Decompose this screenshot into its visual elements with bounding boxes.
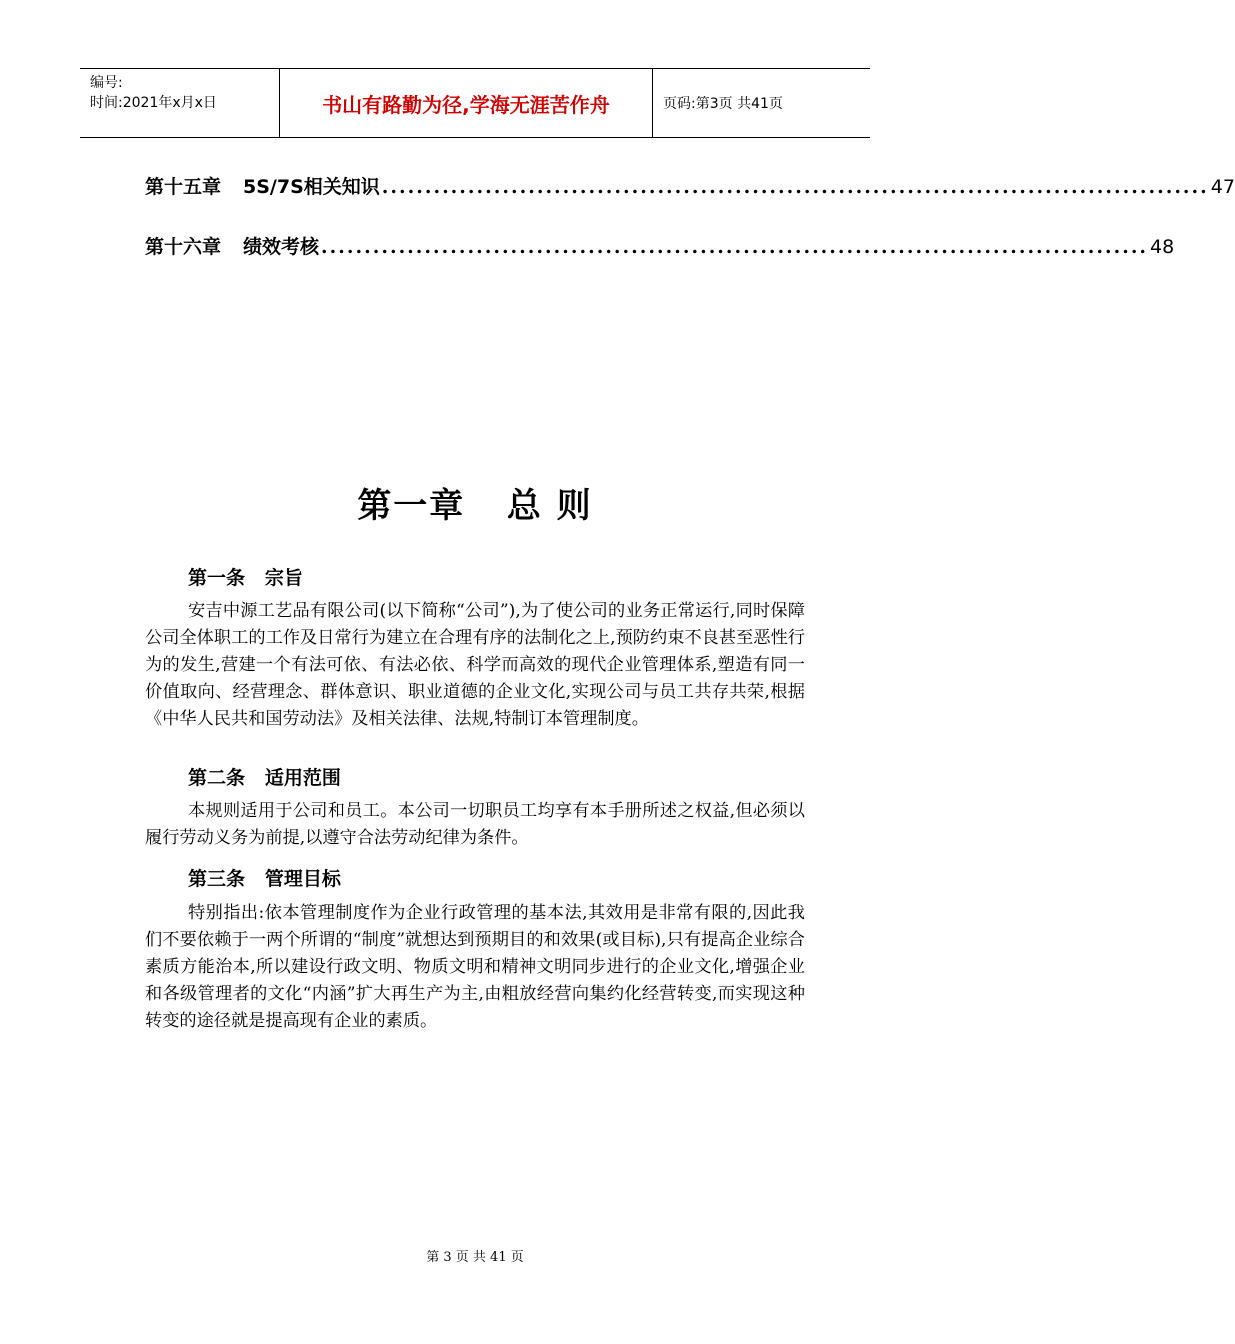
toc-title: 5S/7S相关知识 bbox=[243, 176, 380, 198]
article-title: 第三条 管理目标 bbox=[188, 868, 341, 890]
number-label: 编号: bbox=[90, 75, 123, 91]
page-header bbox=[80, 68, 870, 138]
toc-entry bbox=[145, 172, 1235, 199]
toc-title: 绩效考核 bbox=[243, 236, 320, 258]
toc-leader-dots: ................................................................................................ bbox=[381, 176, 1209, 198]
toc-leader-dots: ................................................................................................ bbox=[321, 236, 1149, 258]
toc-chapter: 第十五章 bbox=[145, 176, 222, 198]
article-body: 本规则适用于公司和员工。本公司一切职员工均享有本手册所述之权益,但必须以履行劳动义务为前提,以遵守合法劳动纪律为条件。 bbox=[145, 801, 805, 848]
toc-chapter: 第十六章 bbox=[145, 236, 222, 258]
toc-page: 48 bbox=[1150, 236, 1175, 258]
article-title: 第一条 宗旨 bbox=[188, 567, 303, 589]
article-title: 第二条 适用范围 bbox=[188, 767, 341, 789]
toc-page: 47 bbox=[1210, 176, 1235, 198]
header-motto: 书山有路勤为径,学海无涯苦作舟 bbox=[280, 69, 653, 137]
article-body: 安吉中源工艺品有限公司(以下简称“公司”),为了使公司的业务正常运行,同时保障公司全体职工的工作及日常行为建立在合理有序的法制化之上,预防约束不良甚至恶性行为的发生,营建一个有法可依、有法必依、科学而高效的现代企业管理体系,塑造有同一价值取向、经营理念、群体意识、职业道德的企业文化,实现公司与员工共存共荣,根据《中华人民共和国劳动法》及相关法律、法规,特制订本管理制度。 bbox=[145, 601, 805, 729]
date-label: 时间:2021年x月x日 bbox=[90, 95, 217, 111]
header-meta bbox=[80, 69, 280, 137]
page-footer: 第 3 页 共 41 页 bbox=[426, 1250, 524, 1265]
header-page-info: 页码:第3页 共41页 bbox=[663, 96, 783, 112]
article-body: 特别指出:依本管理制度作为企业行政管理的基本法,其效用是非常有限的,因此我们不要依赖于一两个所谓的“制度”就想达到预期目的和效果(或目标),只有提高企业综合素质方能治本,所以建设行政文明、物质文明和精神文明同步进行的企业文化,增强企业和各级管理者的文化“内涵”扩大再生产为主,由粗放经营向集约化经营转变,而实现这种转变的途径就是提高现有企业的素质。 bbox=[145, 903, 805, 1031]
chapter-title: 第一章 总 则 bbox=[357, 486, 593, 526]
toc-entry bbox=[145, 232, 1175, 259]
